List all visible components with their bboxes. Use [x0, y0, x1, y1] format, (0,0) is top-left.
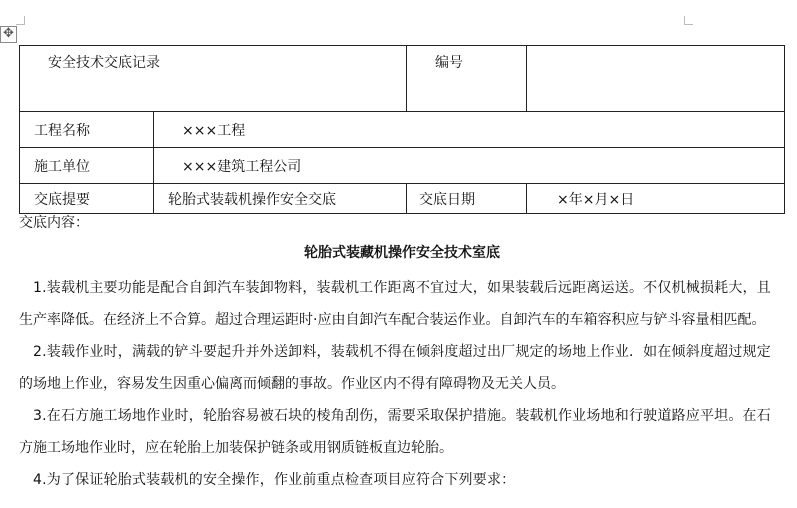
- content-label: 交底内容：: [19, 215, 89, 231]
- project-label-cell[interactable]: [20, 112, 154, 148]
- date-value: ×年×月×日: [557, 191, 635, 208]
- margin-corner-mark: [16, 16, 25, 25]
- table-row: [20, 46, 785, 112]
- unit-value-cell[interactable]: [154, 148, 785, 184]
- margin-corner-mark: [684, 16, 693, 25]
- summary-value-cell[interactable]: [154, 184, 407, 214]
- number-value-cell[interactable]: [527, 46, 785, 112]
- summary-label: 交底提要: [34, 191, 90, 208]
- table-row: [20, 112, 785, 148]
- content-line: 2.装载作业时，满载的铲斗要起升并外送卸料，装载机不得在倾斜度超过出厂规定的场地上作业．如在倾斜度超过规定: [33, 344, 771, 360]
- project-value-cell[interactable]: [154, 112, 785, 148]
- table-row: [20, 184, 785, 214]
- project-label: 工程名称: [34, 122, 90, 139]
- date-value-cell[interactable]: [527, 184, 785, 214]
- record-title: 安全技术交底记录: [48, 55, 160, 71]
- content-line: 1.装载机主要功能是配合自卸汽车装卸物料，装载机工作距离不宜过大，如果装载后远距离运送。不仅机械损耗大，且: [33, 280, 771, 296]
- record-title-cell[interactable]: [20, 46, 407, 112]
- project-value: ×××工程: [182, 122, 246, 139]
- disclosure-content: [19, 212, 785, 496]
- unit-label: 施工单位: [34, 158, 90, 175]
- number-label: 编号: [435, 55, 463, 71]
- content-title: 轮胎式装藏机操作安全技术室底: [304, 245, 500, 261]
- content-line: 4.为了保证轮胎式装载机的安全操作，作业前重点检查项目应符合下列要求：: [33, 472, 516, 488]
- unit-value: ×××建筑工程公司: [182, 158, 302, 175]
- record-table: [19, 45, 785, 214]
- content-line: 生产率降低。在经济上不合算。超过合理运距时·应由自卸汽车配合装运作业。自卸汽车的车箱容积应与铲斗容量相匹配。: [19, 312, 766, 328]
- table-row: [20, 148, 785, 184]
- unit-label-cell[interactable]: [20, 148, 154, 184]
- content-line: 的场地上作业，容易发生因重心偏离而倾翻的事故。作业区内不得有障碍物及无关人员。: [19, 376, 565, 392]
- content-line: 3.在石方施工场地作业时，轮胎容易被石块的棱角刮伤，需要采取保护措施。装载机作业场地和行驶道路应平坦。在石: [33, 408, 771, 424]
- content-line: 方施工场地作业时，应在轮胎上加装保护链条或用钢质链板直边轮胎。: [19, 440, 453, 456]
- table-move-handle-icon[interactable]: ✥: [0, 26, 17, 43]
- date-label: 交底日期: [419, 191, 475, 208]
- number-label-cell[interactable]: [407, 46, 527, 112]
- summary-label-cell[interactable]: [20, 184, 154, 214]
- date-label-cell[interactable]: [407, 184, 527, 214]
- summary-value: 轮胎式装载机操作安全交底: [168, 191, 336, 208]
